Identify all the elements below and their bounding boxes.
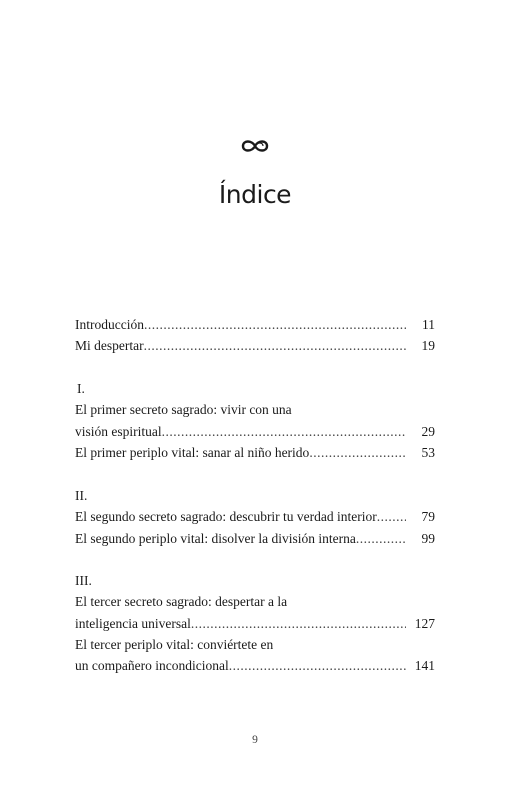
dot-leader <box>377 506 406 527</box>
toc-entry-segundo-periplo[interactable] <box>75 528 435 549</box>
dot-leader <box>162 421 406 442</box>
toc-entry-label: visión espiritual <box>75 423 162 439</box>
toc-entry-label: Mi despertar <box>75 338 144 354</box>
toc-entry-page: 53 <box>421 444 435 460</box>
toc-entry-line[interactable]: El tercer periplo vital: conviértete en <box>75 636 274 652</box>
infinity-loop-icon <box>240 137 270 155</box>
dot-leader <box>144 335 406 356</box>
toc-entry-line[interactable]: El primer secreto sagrado: vivir con una <box>75 402 292 418</box>
part-one <box>75 378 435 463</box>
page-number: 9 <box>252 734 258 746</box>
toc-entry-primer-periplo[interactable] <box>75 442 435 463</box>
part-numeral: III. <box>75 573 92 588</box>
toc-entry-label: El primer periplo vital: sanar al niño herido <box>75 444 310 460</box>
dot-leader <box>191 613 406 634</box>
toc-entry-mi-despertar[interactable] <box>75 335 435 356</box>
part-numeral: II. <box>75 488 88 503</box>
toc-entry-label: inteligencia universal <box>75 615 191 631</box>
toc-entry-label: Introducción <box>75 317 144 332</box>
toc-entry-page: 127 <box>414 615 435 631</box>
page-title: Índice <box>218 180 292 209</box>
part-two <box>75 485 435 549</box>
dot-leader <box>229 655 406 676</box>
toc-entry-tercer-periplo[interactable] <box>75 655 435 676</box>
toc-entry-page: 79 <box>421 509 435 525</box>
part-numeral: I. <box>77 381 85 396</box>
toc-entry-page: 99 <box>421 530 435 546</box>
toc-entry-label: El segundo secreto sagrado: descubrir tu verdad interior <box>75 509 377 525</box>
dot-leader <box>356 528 406 549</box>
dot-leader <box>309 442 406 463</box>
toc-entry-page: 29 <box>421 423 435 439</box>
toc-entry-primer-secreto[interactable] <box>75 421 435 442</box>
toc-entry-line[interactable]: El tercer secreto sagrado: despertar a la <box>75 594 288 610</box>
toc-entry-introduccion[interactable] <box>75 314 435 335</box>
ornament <box>0 137 510 160</box>
toc-entry-page: 19 <box>421 338 435 354</box>
toc-entry-label: El segundo periplo vital: disolver la división interna <box>75 530 356 546</box>
dot-leader <box>144 314 406 335</box>
toc-entry-label: un compañero incondicional <box>75 658 229 674</box>
toc-entry-segundo-secreto[interactable] <box>75 506 435 527</box>
toc-entry-page: 11 <box>422 317 435 332</box>
toc-entry-page: 141 <box>414 658 435 674</box>
intro-section <box>75 314 435 357</box>
part-three <box>75 570 435 676</box>
toc-entry-tercer-secreto[interactable] <box>75 613 435 634</box>
